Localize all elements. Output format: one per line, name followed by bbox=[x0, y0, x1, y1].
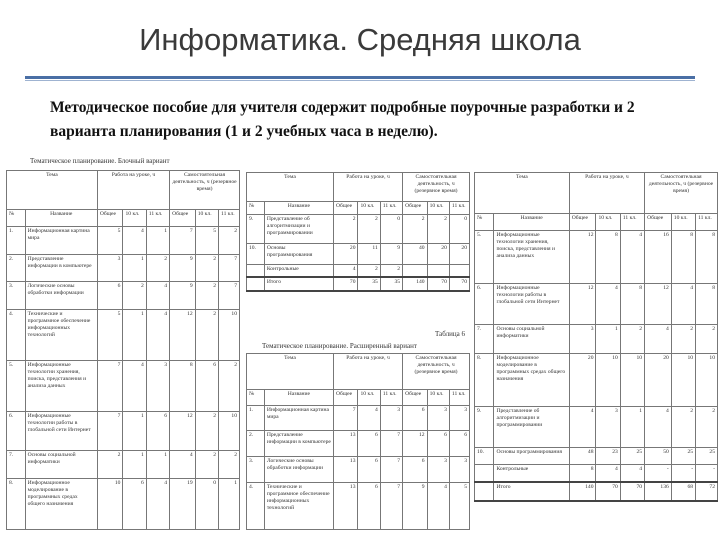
row-hours: 1 bbox=[146, 226, 169, 254]
table-row bbox=[247, 431, 470, 457]
header-self-work: Самостоятельная деятельность, ч (резервное время) bbox=[645, 173, 718, 214]
row-number: 1. bbox=[7, 226, 26, 254]
table-row bbox=[7, 411, 240, 450]
table-row bbox=[7, 361, 240, 412]
table-row bbox=[475, 283, 718, 324]
header-g10: 10 кл. bbox=[596, 213, 620, 230]
row-hours: 4 bbox=[123, 361, 146, 412]
planning-table-block-2 bbox=[246, 172, 470, 292]
row-hours: 25 bbox=[671, 447, 695, 464]
row-hours: 5 bbox=[195, 226, 218, 254]
table-row bbox=[247, 482, 470, 529]
row-hours: 6 bbox=[427, 431, 449, 457]
row-hours: 6 bbox=[123, 479, 146, 530]
header-g10: 10 кл. bbox=[427, 202, 449, 214]
row-number: 9. bbox=[247, 214, 265, 243]
row-hours: 10 bbox=[596, 353, 620, 406]
row-hours: 70 bbox=[596, 482, 620, 501]
row-hours: 4 bbox=[146, 282, 169, 310]
row-hours: 50 bbox=[645, 447, 672, 464]
row-hours: 0 bbox=[195, 479, 218, 530]
header-row bbox=[475, 173, 718, 214]
row-hours: 4 bbox=[123, 226, 146, 254]
header-g11: 11 кл. bbox=[449, 390, 469, 405]
header-row bbox=[247, 354, 470, 390]
row-hours: 70 bbox=[427, 277, 449, 291]
row-hours: 13 bbox=[333, 482, 358, 529]
row-hours: 4 bbox=[645, 324, 672, 353]
row-topic: Контрольные bbox=[264, 265, 333, 278]
row-hours: 8 bbox=[569, 464, 596, 482]
row-hours: 40 bbox=[403, 244, 428, 265]
row-number: 4. bbox=[7, 310, 26, 361]
header-g10: 10 кл. bbox=[427, 390, 449, 405]
slide-title: Информатика. Средняя школа bbox=[139, 22, 581, 57]
table-row bbox=[475, 324, 718, 353]
row-hours: 2 bbox=[620, 324, 644, 353]
row-hours: 2 bbox=[195, 282, 218, 310]
row-hours: 12 bbox=[645, 283, 672, 324]
row-hours: 3 bbox=[146, 361, 169, 412]
header-lessons: Работа на уроке, ч bbox=[97, 171, 169, 210]
row-hours: 6 bbox=[358, 457, 380, 483]
row-hours: 35 bbox=[380, 277, 402, 291]
header-g11: 11 кл. bbox=[620, 213, 644, 230]
header-g10: 10 кл. bbox=[123, 210, 146, 226]
row-topic: Представление об алгоритмизации и программировании bbox=[494, 406, 569, 447]
header-total: Общее bbox=[645, 213, 672, 230]
row-hours: 20 bbox=[449, 244, 469, 265]
row-hours: 6 bbox=[195, 361, 218, 412]
row-hours: 72 bbox=[696, 482, 718, 501]
row-hours: 4 bbox=[333, 265, 358, 278]
row-hours bbox=[427, 265, 449, 278]
subheader-row bbox=[247, 202, 470, 214]
row-number: 10. bbox=[247, 244, 265, 265]
row-hours: 12 bbox=[569, 231, 596, 284]
row-hours: 20 bbox=[645, 353, 672, 406]
table-row bbox=[247, 214, 470, 243]
row-hours: 20 bbox=[427, 244, 449, 265]
header-total: Общее bbox=[170, 210, 196, 226]
row-hours: 2 bbox=[696, 324, 718, 353]
row-topic: Итого bbox=[264, 277, 333, 291]
row-hours: 2 bbox=[380, 265, 402, 278]
row-hours: 1 bbox=[123, 411, 146, 450]
row-hours bbox=[403, 265, 428, 278]
header-g10: 10 кл. bbox=[195, 210, 218, 226]
row-hours: 4 bbox=[596, 464, 620, 482]
row-hours: 1 bbox=[123, 451, 146, 479]
table-row bbox=[247, 405, 470, 431]
row-hours: 9 bbox=[170, 282, 196, 310]
row-topic: Информационная картина мира bbox=[264, 405, 333, 431]
table-row bbox=[475, 447, 718, 464]
row-hours: 8 bbox=[620, 283, 644, 324]
table-row bbox=[7, 451, 240, 479]
row-hours: 3 bbox=[449, 457, 469, 483]
row-hours: 10 bbox=[218, 310, 239, 361]
row-hours: 13 bbox=[333, 457, 358, 483]
table-row bbox=[247, 265, 470, 278]
row-topic: Представление об алгоритмизации и программировании bbox=[264, 214, 333, 243]
header-g10: 10 кл. bbox=[358, 202, 380, 214]
row-number: 7. bbox=[475, 324, 494, 353]
header-row bbox=[7, 171, 240, 210]
row-hours: 4 bbox=[620, 464, 644, 482]
table-row bbox=[475, 231, 718, 284]
header-topic: Тема bbox=[247, 354, 334, 390]
header-name: Название bbox=[264, 202, 333, 214]
header-number: № bbox=[247, 390, 265, 405]
table-row bbox=[247, 244, 470, 265]
intro-text: Методическое пособие для учителя содержит подробные поурочные разработки и 2 варианта планирования (1 и 2 учебных часа в неделю). bbox=[50, 99, 635, 140]
row-topic: Итого bbox=[494, 482, 569, 501]
table-row bbox=[475, 464, 718, 482]
subheader-row bbox=[7, 210, 240, 226]
row-hours bbox=[449, 265, 469, 278]
row-hours: 10 bbox=[97, 479, 123, 530]
row-hours: 48 bbox=[569, 447, 596, 464]
row-topic: Основы программирования bbox=[494, 447, 569, 464]
row-hours: 2 bbox=[218, 451, 239, 479]
row-number: 8. bbox=[475, 353, 494, 406]
row-hours: 6 bbox=[403, 457, 428, 483]
row-hours: 1 bbox=[218, 479, 239, 530]
table-row bbox=[7, 310, 240, 361]
row-hours: - bbox=[696, 464, 718, 482]
header-self-work: Самостоятельная деятельность, ч (резервное время) bbox=[403, 354, 470, 390]
row-number: 2. bbox=[7, 254, 26, 282]
row-hours: 12 bbox=[170, 310, 196, 361]
row-hours: 70 bbox=[333, 277, 358, 291]
row-hours: 2 bbox=[97, 451, 123, 479]
row-hours: 2 bbox=[403, 214, 428, 243]
row-hours: 9 bbox=[403, 482, 428, 529]
row-topic: Представление информации в компьютере bbox=[25, 254, 97, 282]
header-g11: 11 кл. bbox=[380, 202, 402, 214]
row-hours: 70 bbox=[620, 482, 644, 501]
row-hours: 2 bbox=[195, 411, 218, 450]
row-hours: 8 bbox=[596, 231, 620, 284]
row-hours: 2 bbox=[146, 254, 169, 282]
header-total: Общее bbox=[403, 390, 428, 405]
row-hours: 7 bbox=[333, 405, 358, 431]
table-row bbox=[7, 479, 240, 530]
row-number: 2. bbox=[247, 431, 265, 457]
row-topic: Логические основы обработки информации bbox=[25, 282, 97, 310]
row-hours: 140 bbox=[403, 277, 428, 291]
row-topic: Информационные технологии хранения, поиска, представления и анализа данных bbox=[25, 361, 97, 412]
row-hours: 11 bbox=[358, 244, 380, 265]
row-hours: 4 bbox=[620, 231, 644, 284]
row-hours: 25 bbox=[620, 447, 644, 464]
row-hours: 12 bbox=[403, 431, 428, 457]
row-hours: 6 bbox=[358, 431, 380, 457]
row-topic: Информационное моделирование в программных средах общего назначения bbox=[494, 353, 569, 406]
header-self-work: Самостоятельная деятельность, ч (резервное время) bbox=[170, 171, 240, 210]
row-hours: 3 bbox=[380, 405, 402, 431]
row-topic: Информационные технологии хранения, поиска, представления и анализа данных bbox=[494, 231, 569, 284]
row-number: 7. bbox=[7, 451, 26, 479]
row-hours: 6 bbox=[449, 431, 469, 457]
row-hours: 8 bbox=[170, 361, 196, 412]
caption-block-variant: Тематическое планирование. Блочный вариант bbox=[30, 157, 170, 165]
row-hours: 9 bbox=[170, 254, 196, 282]
row-hours: 7 bbox=[97, 411, 123, 450]
header-total: Общее bbox=[333, 390, 358, 405]
row-hours: 1 bbox=[620, 406, 644, 447]
row-number: 4. bbox=[247, 482, 265, 529]
header-topic: Тема bbox=[7, 171, 98, 210]
table-row bbox=[475, 353, 718, 406]
row-hours: 7 bbox=[170, 226, 196, 254]
planning-table-extended-2 bbox=[474, 172, 718, 502]
header-topic: Тема bbox=[475, 173, 570, 214]
planning-table-extended-1 bbox=[246, 353, 470, 530]
row-hours: 3 bbox=[427, 457, 449, 483]
row-hours: - bbox=[671, 464, 695, 482]
row-hours: 5 bbox=[97, 310, 123, 361]
table-row bbox=[475, 482, 718, 501]
header-total: Общее bbox=[403, 202, 428, 214]
row-hours: 6 bbox=[97, 282, 123, 310]
row-topic: Информационное моделирование в программных средах общего назначения bbox=[25, 479, 97, 530]
table-row bbox=[475, 406, 718, 447]
header-lessons: Работа на уроке, ч bbox=[333, 173, 402, 202]
row-hours: 68 bbox=[671, 482, 695, 501]
row-hours: 0 bbox=[449, 214, 469, 243]
row-hours: 4 bbox=[146, 310, 169, 361]
row-hours: 25 bbox=[696, 447, 718, 464]
row-hours: 1 bbox=[123, 254, 146, 282]
table-row bbox=[7, 282, 240, 310]
row-hours: 1 bbox=[146, 451, 169, 479]
header-total: Общее bbox=[569, 213, 596, 230]
subheader-row bbox=[475, 213, 718, 230]
row-hours: 9 bbox=[380, 244, 402, 265]
row-hours: 3 bbox=[97, 254, 123, 282]
table-row bbox=[247, 277, 470, 291]
row-topic: Информационная картина мира bbox=[25, 226, 97, 254]
row-number: 9. bbox=[475, 406, 494, 447]
planning-table-block-1 bbox=[6, 170, 240, 530]
header-g11: 11 кл. bbox=[218, 210, 239, 226]
row-hours: 8 bbox=[671, 231, 695, 284]
row-hours: 20 bbox=[569, 353, 596, 406]
row-hours: 7 bbox=[218, 282, 239, 310]
row-hours: 19 bbox=[170, 479, 196, 530]
row-number bbox=[475, 482, 494, 501]
row-hours: 2 bbox=[195, 451, 218, 479]
row-hours: 2 bbox=[671, 406, 695, 447]
row-hours: 4 bbox=[358, 405, 380, 431]
header-g11: 11 кл. bbox=[380, 390, 402, 405]
title-divider bbox=[25, 76, 695, 79]
row-hours: 6 bbox=[358, 482, 380, 529]
header-g11: 11 кл. bbox=[146, 210, 169, 226]
row-number: 5. bbox=[475, 231, 494, 284]
header-name: Название bbox=[494, 213, 569, 230]
row-number bbox=[247, 277, 265, 291]
header-number: № bbox=[247, 202, 265, 214]
row-hours: 2 bbox=[696, 406, 718, 447]
table-row bbox=[7, 226, 240, 254]
row-hours: 4 bbox=[569, 406, 596, 447]
row-topic: Информационные технологии работы в глобальной сети Интернет bbox=[25, 411, 97, 450]
table-row bbox=[7, 254, 240, 282]
row-hours: 2 bbox=[358, 214, 380, 243]
row-number: 5. bbox=[7, 361, 26, 412]
row-hours: 7 bbox=[218, 254, 239, 282]
row-hours: 2 bbox=[195, 310, 218, 361]
row-hours: 23 bbox=[596, 447, 620, 464]
header-total: Общее bbox=[333, 202, 358, 214]
row-topic: Логические основы обработки информации bbox=[264, 457, 333, 483]
row-hours: 3 bbox=[569, 324, 596, 353]
row-hours: 4 bbox=[427, 482, 449, 529]
row-hours: 3 bbox=[596, 406, 620, 447]
row-hours: 4 bbox=[146, 479, 169, 530]
row-number: 10. bbox=[475, 447, 494, 464]
header-lessons: Работа на уроке, ч bbox=[333, 354, 402, 390]
row-hours: - bbox=[645, 464, 672, 482]
row-hours: 5 bbox=[97, 226, 123, 254]
header-number: № bbox=[7, 210, 26, 226]
row-topic: Основы программирования bbox=[264, 244, 333, 265]
row-hours: 70 bbox=[449, 277, 469, 291]
row-topic: Информационные технологии работы в глобальной сети Интернет bbox=[494, 283, 569, 324]
row-number: 3. bbox=[7, 282, 26, 310]
row-hours: 8 bbox=[696, 283, 718, 324]
row-hours: 10 bbox=[671, 353, 695, 406]
row-hours: 4 bbox=[671, 283, 695, 324]
header-self-work: Самостоятельная деятельность, ч (резервное время) bbox=[403, 173, 470, 202]
row-hours: 7 bbox=[380, 457, 402, 483]
row-hours: 35 bbox=[358, 277, 380, 291]
row-number: 6. bbox=[475, 283, 494, 324]
caption-extended-variant: Тематическое планирование. Расширенный вариант bbox=[262, 342, 417, 350]
subheader-row bbox=[247, 390, 470, 405]
row-hours: 7 bbox=[380, 431, 402, 457]
header-g11: 11 кл. bbox=[696, 213, 718, 230]
row-hours: 140 bbox=[569, 482, 596, 501]
row-hours: 1 bbox=[123, 310, 146, 361]
row-hours: 16 bbox=[645, 231, 672, 284]
row-hours: 4 bbox=[596, 283, 620, 324]
row-hours: 2 bbox=[671, 324, 695, 353]
header-lessons: Работа на уроке, ч bbox=[569, 173, 644, 214]
row-topic: Контрольные bbox=[494, 464, 569, 482]
row-hours: 7 bbox=[380, 482, 402, 529]
row-hours: 2 bbox=[333, 214, 358, 243]
row-topic: Технические и программное обеспечение информационных технологий bbox=[25, 310, 97, 361]
row-hours: 0 bbox=[380, 214, 402, 243]
row-hours: 4 bbox=[645, 406, 672, 447]
table-number: Таблица 6 bbox=[435, 330, 465, 338]
row-topic: Основы социальной информатики bbox=[25, 451, 97, 479]
row-hours: 6 bbox=[146, 411, 169, 450]
row-hours: 10 bbox=[218, 411, 239, 450]
header-g10: 10 кл. bbox=[671, 213, 695, 230]
row-hours: 4 bbox=[170, 451, 196, 479]
row-number bbox=[475, 464, 494, 482]
row-hours: 7 bbox=[97, 361, 123, 412]
row-hours: 8 bbox=[696, 231, 718, 284]
row-hours: 13 bbox=[333, 431, 358, 457]
header-topic: Тема bbox=[247, 173, 334, 202]
header-number: № bbox=[475, 213, 494, 230]
row-hours: 136 bbox=[645, 482, 672, 501]
row-hours: 6 bbox=[403, 405, 428, 431]
row-topic: Основы социальной информатики bbox=[494, 324, 569, 353]
header-row bbox=[247, 173, 470, 202]
row-hours: 12 bbox=[170, 411, 196, 450]
row-topic: Технические и программное обеспечение информационных технологий bbox=[264, 482, 333, 529]
row-hours: 2 bbox=[218, 361, 239, 412]
header-name: Название bbox=[25, 210, 97, 226]
row-number: 8. bbox=[7, 479, 26, 530]
row-hours: 2 bbox=[195, 254, 218, 282]
row-hours: 12 bbox=[569, 283, 596, 324]
row-hours: 2 bbox=[123, 282, 146, 310]
title-divider-thin bbox=[25, 80, 695, 81]
row-hours: 10 bbox=[620, 353, 644, 406]
row-hours: 2 bbox=[427, 214, 449, 243]
row-hours: 10 bbox=[696, 353, 718, 406]
row-hours: 3 bbox=[449, 405, 469, 431]
row-number: 1. bbox=[247, 405, 265, 431]
row-number: 6. bbox=[7, 411, 26, 450]
header-total: Общее bbox=[97, 210, 123, 226]
header-g11: 11 кл. bbox=[449, 202, 469, 214]
row-number: 3. bbox=[247, 457, 265, 483]
row-hours: 1 bbox=[596, 324, 620, 353]
row-hours: 20 bbox=[333, 244, 358, 265]
row-hours: 2 bbox=[358, 265, 380, 278]
row-number bbox=[247, 265, 265, 278]
row-hours: 5 bbox=[449, 482, 469, 529]
header-name: Название bbox=[264, 390, 333, 405]
header-g10: 10 кл. bbox=[358, 390, 380, 405]
row-hours: 2 bbox=[218, 226, 239, 254]
table-row bbox=[247, 457, 470, 483]
row-topic: Представление информации в компьютере bbox=[264, 431, 333, 457]
row-hours: 3 bbox=[427, 405, 449, 431]
